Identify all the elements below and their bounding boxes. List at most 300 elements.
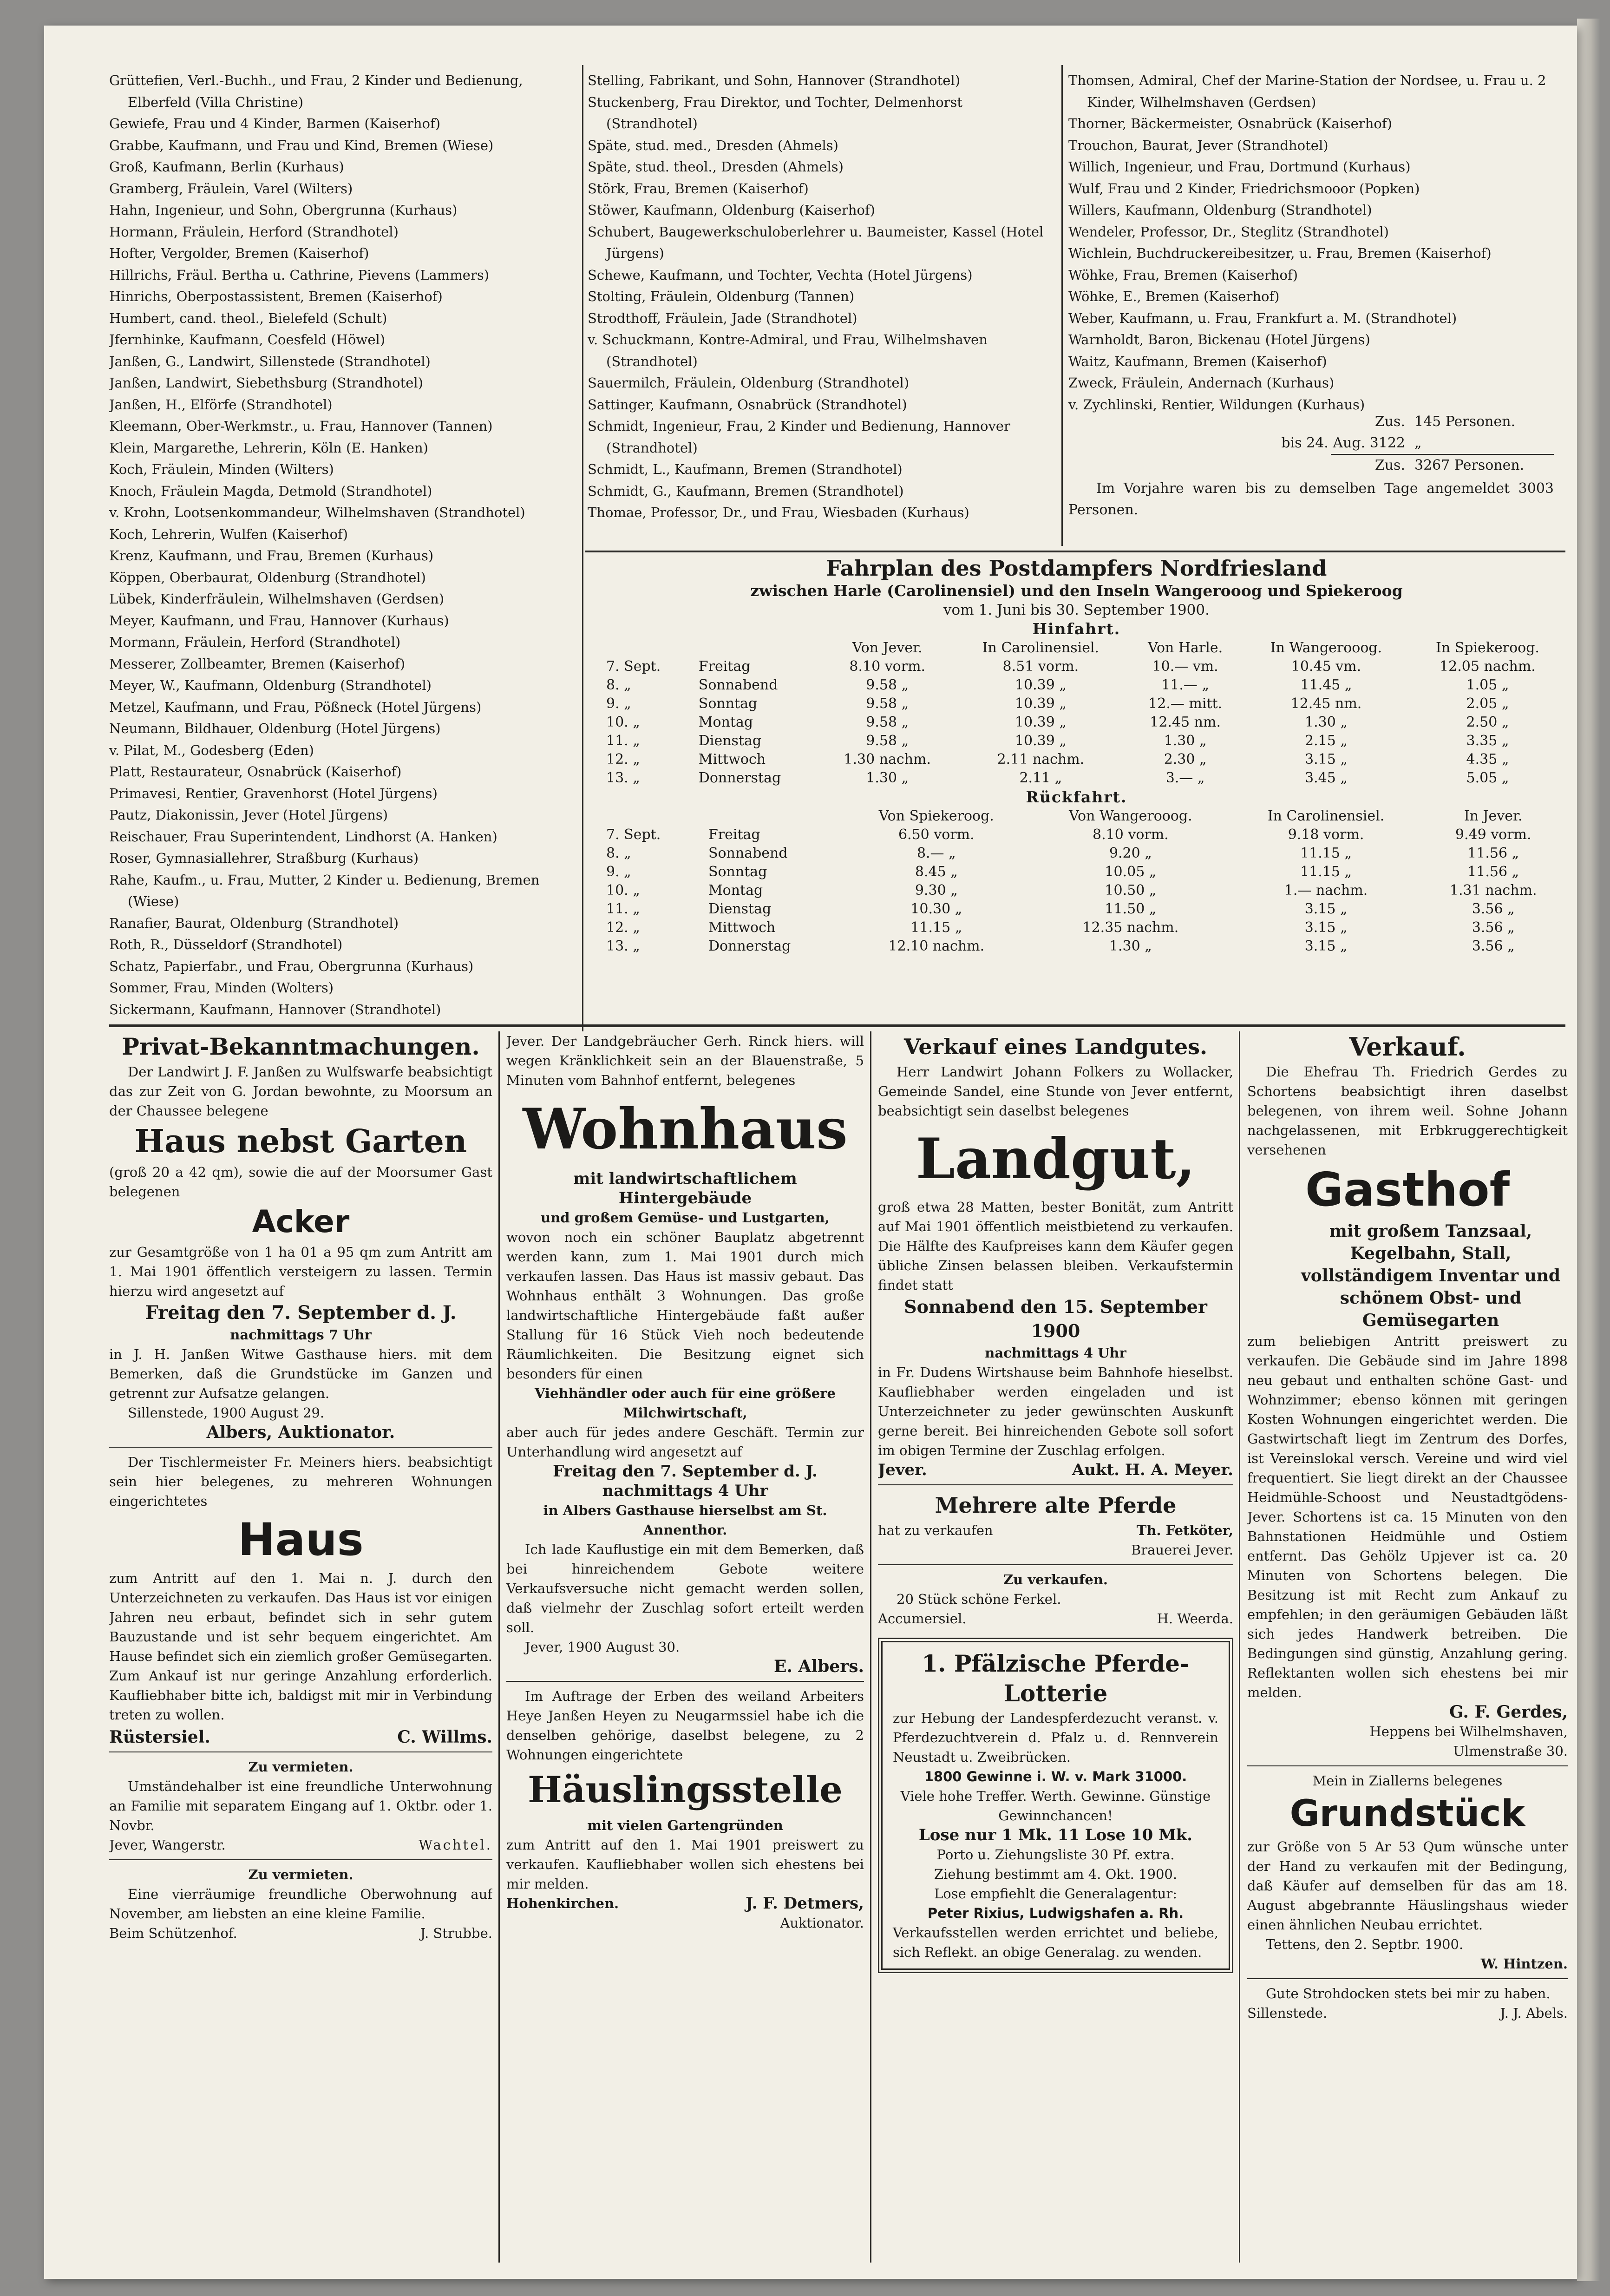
ad-time: nachmittags 4 Uhr [985,1345,1126,1361]
time-cell: 9.58 „ [866,714,909,730]
guest-entry: Hinrichs, Oberpostassistent, Bremen (Kaiserhof) [109,289,443,304]
guest-entry: Jfernhinke, Kaufmann, Coesfeld (Höwel) [109,332,386,348]
ferry-timetable [588,555,1565,1020]
time-cell: 5.05 „ [1466,770,1509,786]
time-cell: 1.— nachm. [1284,882,1368,899]
guest-entry: Platt, Restaurateur, Osnabrück (Kaiserhof) [109,764,402,780]
date-cell: 8. „ [606,845,631,861]
time-cell: 1.30 „ [866,770,909,786]
ad-place: in Albers Gasthause hierselbst am St. Annenthor. [543,1502,827,1538]
ad-place: Jever. [878,1461,927,1479]
summary-label: bis 24. Aug. 3122 [1281,435,1405,451]
ad-text: in Fr. Dudens Wirtshause beim Bahnhofe hieselbst. Kaufliebhaber werden eingeladen und ist Unterzeichneter zu jeder gewünschten Auskunft gerne bereit. Bei hinreichenden Gebote soll sofort im obigen Termine der Zuschlag erfolgen. [878,1364,1233,1458]
time-cell: 12.10 nachm. [888,938,985,954]
ad-text: Eine vierräumige freundliche Oberwohnung auf November, am liebsten an eine kleine Familie. [109,1886,492,1922]
column-header [706,807,843,826]
guest-entry: Schewe, Kaufmann, und Tochter, Vechta (Hotel Jürgens) [588,267,973,283]
weekday-cell: Montag [708,882,763,899]
guest-entry: Waitz, Kaufmann, Bremen (Kaiserhof) [1068,353,1327,369]
guest-entry: Janßen, G., Landwirt, Sillenstede (Strandhotel) [109,353,431,369]
section-title: Privat-Bekanntmachungen. [122,1033,480,1060]
ad-text: groß etwa 28 Matten, bester Bonität, zum Antritt auf Mai 1901 öffentlich meistbietend zu verkaufen. Die Hälfte des Kaufpreises kann dem Käufer gegen übliche Zinsen belassen bleiben. Verkaufstermin findet statt [878,1199,1233,1293]
table-row [588,863,1565,881]
weekday-cell: Dienstag [698,733,762,749]
guest-entry: Schmidt, L., Kaufmann, Bremen (Strandhotel) [588,461,903,477]
time-cell: 3.56 „ [1472,919,1515,936]
time-cell: 8.45 „ [915,864,958,880]
time-cell: 3.15 „ [1304,938,1348,954]
time-cell: 11.56 „ [1467,864,1519,880]
guest-entry: Reischauer, Frau Superintendent, Lindhorst (A. Hanken) [109,828,497,845]
time-cell: 8.— „ [916,845,956,861]
ad-text: zur Gesamtgröße von 1 ha 01 a 95 qm zum Antritt am 1. Mai 1901 öffentlich versteigern zu lassen. Termin hierzu wird angesetzt auf [109,1244,492,1299]
guest-entry: Roser, Gymnasiallehrer, Straßburg (Kurhaus) [109,850,419,866]
guest-entry: Weber, Kaufmann, u. Frau, Frankfurt a. M. (Strandhotel) [1068,310,1457,326]
ad-text: Verkaufsstellen werden errichtet und beliebe, sich Reflekt. an obige Generalag. zu wenden. [893,1925,1218,1960]
guest-entry: Thomae, Professor, Dr., und Frau, Wiesbaden (Kurhaus) [588,505,969,520]
ad-highlight: Peter Rixius, Ludwigshafen a. Rh. [927,1905,1184,1921]
guest-entry: Grabbe, Kaufmann, und Frau und Kind, Bremen (Wiese) [109,137,494,153]
ad-title: Verkauf. [1349,1032,1466,1062]
guest-entry: Krenz, Kaufmann, und Frau, Bremen (Kurhaus) [109,548,434,564]
timetable-subtitle: zwischen Harle (Carolinensiel) und den Inseln Wangerooog und Spiekeroog [750,582,1403,600]
ad-text: Die Ehefrau Th. Friedrich Gerdes zu Schortens beabsichtigt ihren daselbst belegenen, von ihrem weil. Sohne Johann nachgelassenen, mit Erbkruggerechtigkeit versehenen [1247,1064,1568,1158]
guest-entry: Stolting, Fräulein, Oldenburg (Tannen) [588,289,855,304]
guest-entry: Sattinger, Kaufmann, Osnabrück (Strandhotel) [588,396,907,413]
time-cell: 3.56 „ [1472,901,1515,917]
ad-text: zum Antritt auf den 1. Mai n. J. durch den Unterzeichneten zu verkaufen. Das Haus ist vor einigen Jahren neu erbaut, befindet sich in sehr gutem Bauzustande und ist sehr bequem eingerichtet. Am Hause befindet sich ein ziemlich großer Gemüsegarten. Zum Ankauf ist nur geringe Anzahlung erforderlich. Kaufliebhaber bitte ich, baldigst mit mir in Verbindung treten zu wollen. [109,1570,492,1723]
time-cell: 12.35 nachm. [1082,919,1179,936]
time-cell: 10.45 vm. [1291,658,1361,675]
ad-text: zum Antritt auf den 1. Mai 1901 preiswert zu verkaufen. Kaufliebhaber wollen sich ehestens bei mir melden. [506,1837,864,1892]
column-header: In Wangerooog. [1270,640,1382,656]
ad-divider [109,1859,492,1860]
time-cell: 12.05 nachm. [1440,658,1536,675]
time-cell: 9.58 „ [866,677,909,693]
ad-text: in J. H. Janßen Witwe Gasthause hiers. mit dem Bemerken, daß die Grundstücke im Ganzen und getrennt zur Aufsatze gelangen. [109,1346,492,1401]
time-cell: 1.30 „ [1109,938,1152,954]
column-header: Von Jever. [852,640,923,656]
ad-place: Sillenstede. [1247,2005,1328,2021]
ad-text: (groß 20 a 42 qm), sowie die auf der Moorsumer Gast belegenen [109,1164,492,1200]
guest-entry: Humbert, cand. theol., Bielefeld (Schult) [109,310,387,326]
outbound-table [588,639,1565,787]
weekday-cell: Mittwoch [708,919,776,936]
guest-entry: Späte, stud. med., Dresden (Ahmels) [588,137,838,153]
guest-entry: Wichlein, Buchdruckereibesitzer, u. Frau, Bremen (Kaiserhof) [1068,245,1492,261]
column-header [588,807,706,826]
ad-divider [878,1564,1233,1565]
ad-signature: J. J. Abels. [1500,2005,1568,2021]
summary-label: Zus. [1374,413,1405,430]
column-rule [498,1031,500,2263]
weekday-cell: Sonntag [698,695,758,712]
ad-place-date: Sillenstede, 1900 August 29. [128,1405,325,1421]
column-header: In Carolinensiel. [982,640,1100,656]
weekday-cell: Dienstag [708,901,772,917]
ad-signature: E. Albers. [774,1657,864,1676]
weekday-cell: Freitag [708,827,760,843]
ads-column-a [109,1031,492,2263]
ad-subheadline: mit landwirtschaftlichem Hintergebäude [573,1169,797,1207]
time-cell: 9.20 „ [1109,845,1152,861]
column-rule [582,65,583,1031]
ad-text: zur Hebung der Landespferdezucht veranst. v. Pferdezuchtverein d. Pfalz u. d. Rennverein Neustadt u. Zweibrücken. [893,1710,1218,1765]
time-cell: 11.15 „ [1300,845,1352,861]
ad-place: Accumersiel. [878,1611,967,1627]
time-cell: 9.49 vorm. [1455,827,1531,843]
table-row [588,713,1565,732]
guest-entry: Klein, Margarethe, Lehrerin, Köln (E. Hanken) [109,440,428,456]
ad-signature: G. F. Gerdes, [1449,1702,1568,1722]
guest-entry: Kleemann, Ober-Werkmstr., u. Frau, Hannover (Tannen) [109,418,493,434]
ad-text: zum beliebigen Antritt preiswert zu verkaufen. Die Gebäude sind im Jahre 1898 neu gebaut und enthalten schöne Gast- und Wohnzimmer; ebenso können mit geringen Kosten Wohnungen eingerichtet werden. Die Gastwirtschaft liegt im Zentrum des Dorfes, ist Vereinslokal versch. Vereine und wird viel frequentiert. Sie liegt direkt an der Chaussee Heidmühle-Schoost und Neustadtgödens-Jever. Schortens ist ca. 15 Minuten von den Bahnstationen Heidmühle und Ostiem entfernt. Das Gehölz Upjever ist ca. 20 Minuten von Schortens belegen. Die Besitzung ist mit Recht zum Ankauf zu empfehlen; in den geräumigen Gebäuden läßt sich jedes Handwerk betreiben. Die Bedingungen sind günstig, Anzahlung gering. Reflektanten wollen sich ehestens bei mir melden. [1247,1333,1568,1700]
guest-entry: Schubert, Baugewerkschuloberlehrer u. Baumeister, Kassel (Hotel Jürgens) [588,223,1044,261]
guest-entry: Mormann, Fräulein, Herford (Strandhotel) [109,634,401,650]
guest-entry: Zweck, Fräulein, Andernach (Kurhaus) [1068,375,1335,391]
guest-list-column-1 [109,70,576,1027]
ad-text: zur Größe von 5 Ar 53 Qum wünsche unter der Hand zu verkaufen mit der Bedingung, daß Käufer auf demselben für das am 18. August abgebrannte Häuslingshaus wieder einen ähnlichen Neubau errichtet. [1247,1839,1568,1933]
guest-entry: Schatz, Papierfabr., und Frau, Obergrunna (Kurhaus) [109,958,474,974]
guest-entry: Willers, Kaufmann, Oldenburg (Strandhotel) [1068,202,1372,218]
guest-entry: Späte, stud. theol., Dresden (Ahmels) [588,159,844,175]
guest-entry: v. Zychlinski, Rentier, Wildungen (Kurhaus) [1068,396,1365,413]
ad-text: Der Tischlermeister Fr. Meiners hiers. beabsichtigt sein hier belegenes, zu mehreren Wohnungen eingerichtetes [109,1454,492,1509]
ad-text: aber auch für jedes andere Geschäft. Termin zur Unterhandlung wird angesetzt auf [506,1424,864,1460]
ad-text: Ziehung bestimmt am 4. Okt. 1900. [934,1866,1178,1882]
ad-headline: Wohnhaus [523,1096,848,1162]
time-cell: 2.05 „ [1466,695,1509,712]
time-cell: 10.39 „ [1014,714,1067,730]
column-header: In Jever. [1464,808,1523,824]
time-cell: 12.45 nm. [1290,695,1362,712]
time-cell: 4.35 „ [1466,751,1509,768]
weekday-cell: Sonntag [708,864,767,880]
return-heading: Rückfahrt. [1026,788,1127,806]
guest-entry: Sommer, Frau, Minden (Wolters) [109,980,334,996]
column-header: In Spiekeroog. [1435,640,1539,656]
time-cell: 3.15 „ [1304,919,1348,936]
time-cell: 11.15 „ [910,919,962,936]
column-header [696,639,821,657]
ads-column-b [506,1031,864,2263]
column-header: Von Spiekeroog. [878,808,994,824]
ad-headline: Acker [252,1204,350,1240]
ad-title: Zu vermieten. [248,1867,353,1883]
lottery-ad-box [878,1638,1233,1973]
previous-year-note: Im Vorjahre waren bis zu demselben Tage angemeldet 3003 Personen. [1068,480,1554,518]
date-cell: 7. Sept. [606,658,661,675]
ad-date: Sonnabend den 15. September 1900 [904,1296,1207,1341]
guest-entry: Stöwer, Kaufmann, Oldenburg (Kaiserhof) [588,202,875,218]
guest-entry: Janßen, Landwirt, Siebethsburg (Strandhotel) [109,375,423,391]
ad-text: Lose empfiehlt die Generalagentur: [934,1886,1177,1902]
column-rule [1061,65,1063,546]
ad-headline: Häuslingsstelle [528,1769,843,1811]
date-cell: 12. „ [606,751,640,768]
guest-entry: Warnholdt, Baron, Bickenau (Hotel Jürgens) [1068,332,1370,348]
guest-entry: Gewiefe, Frau und 4 Kinder, Barmen (Kaiserhof) [109,116,441,131]
time-cell: 10.39 „ [1014,733,1067,749]
time-cell: 12.— mitt. [1148,695,1223,712]
time-cell: 1.31 nachm. [1449,882,1537,899]
ad-highlight: 1800 Gewinne i. W. v. Mark 31000. [924,1769,1187,1784]
guest-summary [1068,411,1554,546]
ad-subheadline: mit großem Tanzsaal, Kegelbahn, Stall, vollständigem Inventar und schönem Obst- und Gemüsegarten [1301,1221,1561,1330]
table-row [588,826,1565,844]
time-cell: 1.05 „ [1466,677,1509,693]
ad-divider [1247,1978,1568,1979]
time-cell: 11.— „ [1161,677,1210,693]
ad-text: wovon noch ein schöner Bauplatz abgetrennt werden kann, zum 1. Mai 1901 durch mich verkaufen lassen. Das Haus ist massiv gebaut. Das Wohnhaus enthält 3 Wohnungen. Das große landwirtschaftliche Hintergebäude faßt außer Stallung für 16 Stück Vieh noch bedeutende Räumlichkeiten. Die Besitzung eignet sich besonders für einen [506,1229,864,1382]
time-cell: 6.50 vorm. [898,827,975,843]
date-cell: 9. „ [606,864,631,880]
guest-entry: Thomsen, Admiral, Chef der Marine-Station der Nordsee, u. Frau u. 2 Kinder, Wilhelmshaven (Gerdsen) [1068,72,1546,110]
time-cell: 8.51 vorm. [1002,658,1079,675]
timetable-top-rule [585,551,1565,552]
guest-entry: Knoch, Fräulein Magda, Detmold (Strandhotel) [109,483,432,499]
time-cell: 9.30 „ [915,882,958,899]
guest-entry: Thorner, Bäckermeister, Osnabrück (Kaiserhof) [1068,116,1392,131]
time-cell: 3.56 „ [1472,938,1515,954]
ad-place: Hohenkirchen. [506,1896,619,1911]
page-edge [1577,19,1600,2281]
outbound-heading: Hinfahrt. [1032,620,1121,638]
date-cell: 10. „ [606,714,640,730]
ad-signature: C. Willms. [397,1727,492,1747]
guest-entry: Hahn, Ingenieur, und Sohn, Obergrunna (Kurhaus) [109,202,458,218]
weekday-cell: Donnerstag [708,938,791,954]
ad-time: nachmittags 4 Uhr [602,1482,768,1500]
table-row [588,769,1565,787]
column-rule [1239,1031,1240,2263]
time-cell: 2.11 „ [1019,770,1062,786]
time-cell: 12.45 nm. [1150,714,1221,730]
guest-entry: Hillrichs, Fräul. Bertha u. Cathrine, Pievens (Lammers) [109,267,490,283]
timetable-title: Fahrplan des Postdampfers Nordfriesland [826,556,1327,581]
time-cell: 9.18 vorm. [1288,827,1364,843]
ad-text: Viele hohe Treffer. Werth. Gewinne. Günstige Gewinnchancen! [900,1788,1211,1824]
return-table [588,807,1565,956]
guest-entry: Groß, Kaufmann, Berlin (Kurhaus) [109,159,344,175]
table-row [588,732,1565,750]
ad-place: Rüstersiel. [109,1727,210,1747]
ad-text: Im Auftrage der Erben des weiland Arbeiters Heye Janßen Heyen zu Neugarmssiel habe ich die denselben gehörige, daselbst belegene, zu 2 Wohnungen eingerichtete [506,1688,864,1763]
date-cell: 11. „ [606,733,640,749]
time-cell: 1.30 „ [1164,733,1207,749]
time-cell: 3.— „ [1165,770,1205,786]
ad-role: Auktionator. [780,1915,864,1931]
ad-address: Heppens bei Wilhelmshaven, [1369,1724,1568,1739]
date-cell: 10. „ [606,882,640,899]
guest-entry: Wendeler, Professor, Dr., Steglitz (Strandhotel) [1068,223,1389,240]
table-row [588,918,1565,937]
ad-headline: Haus nebst Garten [134,1123,467,1160]
guest-entry: Janßen, H., Elförfe (Strandhotel) [109,396,333,413]
ad-text: Jever. Der Landgebräucher Gerh. Rinck hiers. will wegen Kränklichkeit sein an der Blauenstraße, 5 Minuten vom Bahnhof entfernt, belegenes [506,1033,864,1088]
guest-entry: Koch, Lehrerin, Wulfen (Kaiserhof) [109,526,348,542]
table-row [588,937,1565,956]
guest-list-column-2 [588,70,1057,558]
time-cell: 2.30 „ [1164,751,1207,768]
ad-text: hat zu verkaufen [878,1522,993,1538]
time-cell: 1.30 „ [1305,714,1348,730]
ad-text: Der Landwirt J. F. Janßen zu Wulfswarfe beabsichtigt das zur Zeit von G. Jordan bewohnte, zu Moorsum an der Chaussee belegene [109,1064,492,1119]
guest-entry: Stuckenberg, Frau Direktor, und Tochter, Delmenhorst (Strandhotel) [588,94,963,131]
ad-headline: Haus [238,1514,364,1566]
time-cell: 10.— vm. [1152,658,1218,675]
time-cell: 2.50 „ [1466,714,1509,730]
guest-entry: Koch, Fräulein, Minden (Wilters) [109,461,334,477]
guest-entry: Sauermilch, Fräulein, Oldenburg (Strandhotel) [588,375,910,391]
column-header: In Carolinensiel. [1267,808,1385,824]
ad-text: 20 Stück schöne Ferkel. [897,1591,1061,1607]
ad-text: Herr Landwirt Johann Folkers zu Wollacker, Gemeinde Sandel, eine Stunde von Jever entfernt, beabsichtigt sein daselbst belegenes [878,1064,1233,1119]
time-cell: 1.30 nachm. [844,751,931,768]
time-cell: 10.50 „ [1105,882,1157,899]
weekday-cell: Sonnabend [708,845,788,861]
table-row [588,676,1565,695]
ad-subheadline: und großem Gemüse- und Lustgarten, [541,1210,830,1226]
time-cell: 3.15 „ [1305,751,1348,768]
table-row [588,657,1565,676]
guest-entry: Köppen, Oberbaurat, Oldenburg (Strandhotel) [109,569,426,585]
ad-signature: Wachtel. [419,1837,492,1853]
guest-entry: Trouchon, Baurat, Jever (Strandhotel) [1068,137,1329,153]
date-cell: 11. „ [606,901,640,917]
time-cell: 10.05 „ [1105,864,1157,880]
guest-entry: v. Pilat, M., Godesberg (Eden) [109,742,314,758]
summary-value: 145 Personen. [1414,413,1516,430]
ad-highlight: Lose nur 1 Mk. 11 Lose 10 Mk. [918,1826,1193,1844]
guest-entry: Wöhke, E., Bremen (Kaiserhof) [1068,289,1280,304]
time-cell: 11.56 „ [1467,845,1519,861]
ad-headline: Landgut, [916,1126,1196,1192]
ad-title: Verkauf eines Landgutes. [903,1034,1208,1059]
guest-entry: Hormann, Fräulein, Herford (Strandhotel) [109,223,399,240]
time-cell: 3.15 „ [1304,901,1348,917]
guest-entry: Wulf, Frau und 2 Kinder, Friedrichsmooor (Popken) [1068,180,1420,197]
ad-text: Gute Strohdocken stets bei mir zu haben. [1266,1986,1551,2001]
guest-entry: Pautz, Diakonissin, Jever (Hotel Jürgens) [109,807,388,823]
time-cell: 11.50 „ [1105,901,1157,917]
weekday-cell: Freitag [698,658,751,675]
summary-rule [1331,454,1554,455]
ad-place-date: Jever, 1900 August 30. [525,1639,680,1655]
guest-entry: Schmidt, G., Kaufmann, Bremen (Strandhotel) [588,483,904,499]
weekday-cell: Montag [698,714,753,730]
ad-title: Zu vermieten. [248,1759,353,1775]
ad-divider [506,1681,864,1682]
summary-value: „ [1414,435,1422,451]
weekday-cell: Sonnabend [698,677,778,693]
column-rule [870,1031,871,2263]
ad-signature: Albers, Auktionator. [206,1423,395,1442]
date-cell: 13. „ [606,938,640,954]
guest-entry: Störk, Frau, Bremen (Kaiserhof) [588,180,809,197]
date-cell: 7. Sept. [606,827,661,843]
guest-entry: Hofter, Vergolder, Bremen (Kaiserhof) [109,245,369,261]
ad-subheadline: mit vielen Gartengründen [587,1817,783,1833]
ad-date: Freitag den 7. September d. J. [145,1302,457,1324]
time-cell: 8.10 vorm. [1093,827,1169,843]
ad-place-date: Tettens, den 2. Septbr. 1900. [1266,1936,1464,1952]
time-cell: 3.35 „ [1466,733,1509,749]
column-header [588,639,696,657]
date-cell: 9. „ [606,695,631,712]
table-row [588,750,1565,769]
ad-signature: J. F. Detmers, [746,1894,864,1913]
ad-text: Mein in Ziallerns belegenes [1312,1773,1503,1789]
guest-entry: Lübek, Kinderfräulein, Wilhelmshaven (Gerdsen) [109,591,445,607]
ad-place: Beim Schützenhof. [109,1925,237,1941]
ad-signature: H. Weerda. [1157,1611,1233,1627]
date-cell: 12. „ [606,919,640,936]
guest-entry: Wöhke, Frau, Bremen (Kaiserhof) [1068,267,1298,283]
date-cell: 13. „ [606,770,640,786]
time-cell: 2.15 „ [1305,733,1348,749]
ad-date: Freitag den 7. September d. J. [553,1462,818,1481]
summary-value: 3267 Personen. [1414,457,1525,473]
guest-entry: Ranafier, Baurat, Oldenburg (Strandhotel) [109,915,399,931]
guest-entry: Rahe, Kaufm., u. Frau, Mutter, 2 Kinder u. Bedienung, Bremen (Wiese) [109,872,540,909]
guest-entry: Gramberg, Fräulein, Varel (Wilters) [109,180,353,197]
guest-entry: v. Krohn, Lootsenkommandeur, Wilhelmshaven (Strandhotel) [109,505,525,520]
ad-title: Zu verkaufen. [1003,1572,1108,1588]
time-cell: 3.45 „ [1305,770,1348,786]
ad-divider [1247,1765,1568,1766]
time-cell: 9.58 „ [866,695,909,712]
ads-top-rule [109,1024,1565,1027]
time-cell: 10.39 „ [1014,695,1067,712]
ad-signature: Aukt. H. A. Meyer. [1072,1461,1233,1479]
ad-address: Ulmenstraße 30. [1453,1743,1568,1759]
column-header: Von Wangerooog. [1069,808,1192,824]
ad-text: Ich lade Kauflustige ein mit dem Bemerken, daß bei hinreichendem Gebote weitere Verkaufsversuche nicht gemacht werden sollen, daß vielmehr der Zuschlag sofort erteilt werden soll. [506,1542,864,1635]
ad-divider [878,1484,1233,1485]
table-row [588,881,1565,900]
ad-headline: Grundstück [1289,1793,1525,1835]
column-header: Von Harle. [1148,640,1223,656]
ad-place: Jever, Wangerstr. [109,1837,226,1853]
ad-headline: 1. Pfälzische Pferde-Lotterie [922,1650,1190,1707]
time-cell: 11.15 „ [1300,864,1352,880]
guest-entry: Grüttefien, Verl.-Buchh., und Frau, 2 Kinder und Bedienung, Elberfeld (Villa Christine) [109,72,523,110]
ad-text: Porto u. Ziehungsliste 30 Pf. extra. [936,1847,1175,1863]
timetable-dates: vom 1. Juni bis 30. September 1900. [943,602,1210,618]
guest-entry: Sickermann, Kaufmann, Hannover (Strandhotel) [109,1001,441,1017]
time-cell: 11.45 „ [1300,677,1352,693]
ad-signature: W. Hintzen. [1480,1956,1568,1972]
ad-time: nachmittags 7 Uhr [230,1327,372,1343]
time-cell: 10.30 „ [910,901,962,917]
table-row [588,900,1565,918]
summary-label: Zus. [1374,457,1405,473]
guest-list-column-3 [1068,70,1554,413]
time-cell: 8.10 vorm. [849,658,926,675]
guest-entry: Primavesi, Rentier, Gravenhorst (Hotel Jürgens) [109,785,438,801]
ad-role: Brauerei Jever. [1131,1542,1233,1558]
ad-signature: Th. Fetköter, [1136,1522,1233,1538]
guest-entry: Meyer, W., Kaufmann, Oldenburg (Strandhotel) [109,677,432,693]
newspaper-page [44,26,1577,2279]
ad-highlight: Viehhändler oder auch für eine größere Milchwirtschaft, [535,1385,836,1421]
guest-entry: Roth, R., Düsseldorf (Strandhotel) [109,937,343,952]
guest-entry: Neumann, Bildhauer, Oldenburg (Hotel Jürgens) [109,721,441,736]
ad-headline: Gasthof [1305,1162,1510,1217]
table-row [588,844,1565,863]
time-cell: 2.11 nachm. [997,751,1085,768]
